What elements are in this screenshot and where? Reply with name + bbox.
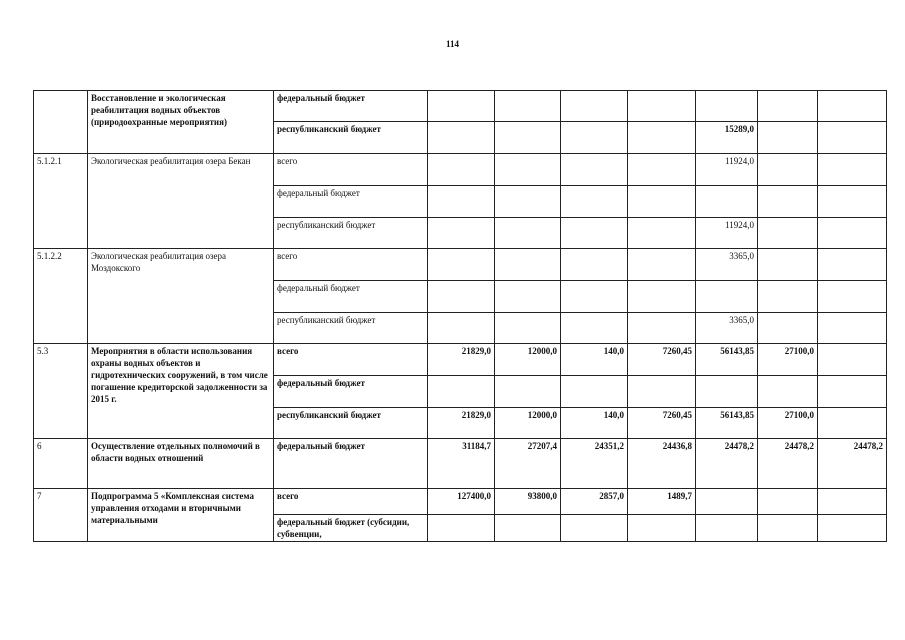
value-cell	[818, 376, 887, 408]
funding-source-cell: всего	[274, 154, 428, 186]
value-cell	[758, 186, 818, 218]
value-cell	[696, 281, 758, 313]
value-cell: 3365,0	[696, 313, 758, 344]
funding-source-cell: федеральный бюджет	[274, 91, 428, 122]
value-cell	[561, 186, 628, 218]
value-cell	[818, 281, 887, 313]
value-cell	[428, 281, 495, 313]
funding-source-cell: республиканский бюджет	[274, 313, 428, 344]
value-cell	[818, 489, 887, 515]
value-cell	[428, 313, 495, 344]
row-name-cell: Подпрограмма 5 «Комплексная система управления отходами и вторичными материальными	[88, 489, 274, 542]
value-cell: 24478,2	[696, 439, 758, 489]
value-cell: 1489,7	[628, 489, 696, 515]
value-cell: 7260,45	[628, 408, 696, 439]
row-code-cell: 5.3	[34, 344, 88, 439]
value-cell	[818, 122, 887, 154]
value-cell: 21829,0	[428, 408, 495, 439]
value-cell	[561, 249, 628, 281]
value-cell	[495, 186, 561, 218]
value-cell	[696, 515, 758, 542]
row-name-cell: Экологическая реабилитация озера Моздокского	[88, 249, 274, 344]
value-cell: 27100,0	[758, 408, 818, 439]
row-code-cell: 7	[34, 489, 88, 542]
funding-source-cell: республиканский бюджет	[274, 122, 428, 154]
value-cell	[758, 515, 818, 542]
row-name-cell: Восстановление и экологическая реабилитация водных объектов (природоохранные мероприятия)	[88, 91, 274, 154]
value-cell	[561, 515, 628, 542]
row-name-cell: Мероприятия в области использования охраны водных объектов и гидротехнических сооружений, в том числе погашение кредиторской задолженности за 2015 г.	[88, 344, 274, 439]
value-cell: 24436,8	[628, 439, 696, 489]
table-row	[34, 489, 887, 515]
funding-source-cell: всего	[274, 249, 428, 281]
value-cell	[561, 281, 628, 313]
value-cell: 27100,0	[758, 344, 818, 376]
value-cell	[561, 313, 628, 344]
value-cell	[758, 122, 818, 154]
value-cell	[628, 154, 696, 186]
value-cell: 24478,2	[818, 439, 887, 489]
value-cell: 140,0	[561, 344, 628, 376]
value-cell: 12000,0	[495, 408, 561, 439]
value-cell	[758, 91, 818, 122]
value-cell	[428, 186, 495, 218]
value-cell	[428, 218, 495, 249]
funding-source-cell: федеральный бюджет	[274, 439, 428, 489]
value-cell: 31184,7	[428, 439, 495, 489]
value-cell	[495, 313, 561, 344]
value-cell	[818, 408, 887, 439]
value-cell: 11924,0	[696, 154, 758, 186]
value-cell	[495, 249, 561, 281]
value-cell: 140,0	[561, 408, 628, 439]
value-cell	[818, 249, 887, 281]
value-cell	[628, 218, 696, 249]
funding-source-cell: федеральный бюджет	[274, 376, 428, 408]
row-name-cell: Осуществление отдельных полномочий в области водных отношений	[88, 439, 274, 489]
value-cell: 27207,4	[495, 439, 561, 489]
table-row	[34, 249, 887, 281]
value-cell	[818, 313, 887, 344]
value-cell	[818, 154, 887, 186]
value-cell	[561, 154, 628, 186]
value-cell	[495, 376, 561, 408]
value-cell	[495, 122, 561, 154]
value-cell	[696, 186, 758, 218]
value-cell	[696, 376, 758, 408]
funding-source-cell: федеральный бюджет	[274, 281, 428, 313]
value-cell	[696, 91, 758, 122]
value-cell	[428, 154, 495, 186]
value-cell	[818, 91, 887, 122]
row-code-cell: 6	[34, 439, 88, 489]
value-cell	[628, 186, 696, 218]
table-row	[34, 154, 887, 186]
value-cell	[628, 249, 696, 281]
value-cell: 24351,2	[561, 439, 628, 489]
table-row	[34, 439, 887, 489]
value-cell: 56143,85	[696, 344, 758, 376]
value-cell: 127400,0	[428, 489, 495, 515]
value-cell: 21829,0	[428, 344, 495, 376]
value-cell	[495, 281, 561, 313]
value-cell: 56143,85	[696, 408, 758, 439]
value-cell	[428, 376, 495, 408]
value-cell: 11924,0	[696, 218, 758, 249]
budget-table	[33, 90, 887, 542]
value-cell	[818, 218, 887, 249]
value-cell	[628, 376, 696, 408]
value-cell	[561, 218, 628, 249]
value-cell	[696, 489, 758, 515]
value-cell: 15289,0	[696, 122, 758, 154]
value-cell: 24478,2	[758, 439, 818, 489]
value-cell	[628, 122, 696, 154]
funding-source-cell: федеральный бюджет (субсидии, субвенции,	[274, 515, 428, 542]
value-cell: 3365,0	[696, 249, 758, 281]
row-name-cell: Экологическая реабилитация озера Бекан	[88, 154, 274, 249]
value-cell	[758, 281, 818, 313]
table-row	[34, 344, 887, 376]
value-cell	[561, 91, 628, 122]
value-cell	[818, 186, 887, 218]
value-cell: 7260,45	[628, 344, 696, 376]
value-cell	[428, 91, 495, 122]
value-cell	[561, 122, 628, 154]
value-cell	[628, 281, 696, 313]
row-code-cell	[34, 91, 88, 154]
value-cell	[428, 249, 495, 281]
value-cell	[495, 154, 561, 186]
row-code-cell: 5.1.2.2	[34, 249, 88, 344]
value-cell	[628, 515, 696, 542]
value-cell	[818, 515, 887, 542]
value-cell: 93800,0	[495, 489, 561, 515]
value-cell: 2857,0	[561, 489, 628, 515]
funding-source-cell: республиканский бюджет	[274, 408, 428, 439]
value-cell	[758, 313, 818, 344]
value-cell	[818, 344, 887, 376]
value-cell	[428, 515, 495, 542]
funding-source-cell: всего	[274, 344, 428, 376]
page-number: 114	[445, 39, 459, 49]
value-cell	[561, 376, 628, 408]
value-cell	[758, 218, 818, 249]
value-cell	[758, 376, 818, 408]
value-cell	[758, 489, 818, 515]
value-cell	[628, 91, 696, 122]
row-code-cell: 5.1.2.1	[34, 154, 88, 249]
value-cell	[495, 218, 561, 249]
value-cell: 12000,0	[495, 344, 561, 376]
funding-source-cell: всего	[274, 489, 428, 515]
value-cell	[758, 249, 818, 281]
value-cell	[758, 154, 818, 186]
value-cell	[428, 122, 495, 154]
value-cell	[628, 313, 696, 344]
table-row	[34, 91, 887, 122]
value-cell	[495, 91, 561, 122]
funding-source-cell: федеральный бюджет	[274, 186, 428, 218]
value-cell	[495, 515, 561, 542]
funding-source-cell: республиканский бюджет	[274, 218, 428, 249]
